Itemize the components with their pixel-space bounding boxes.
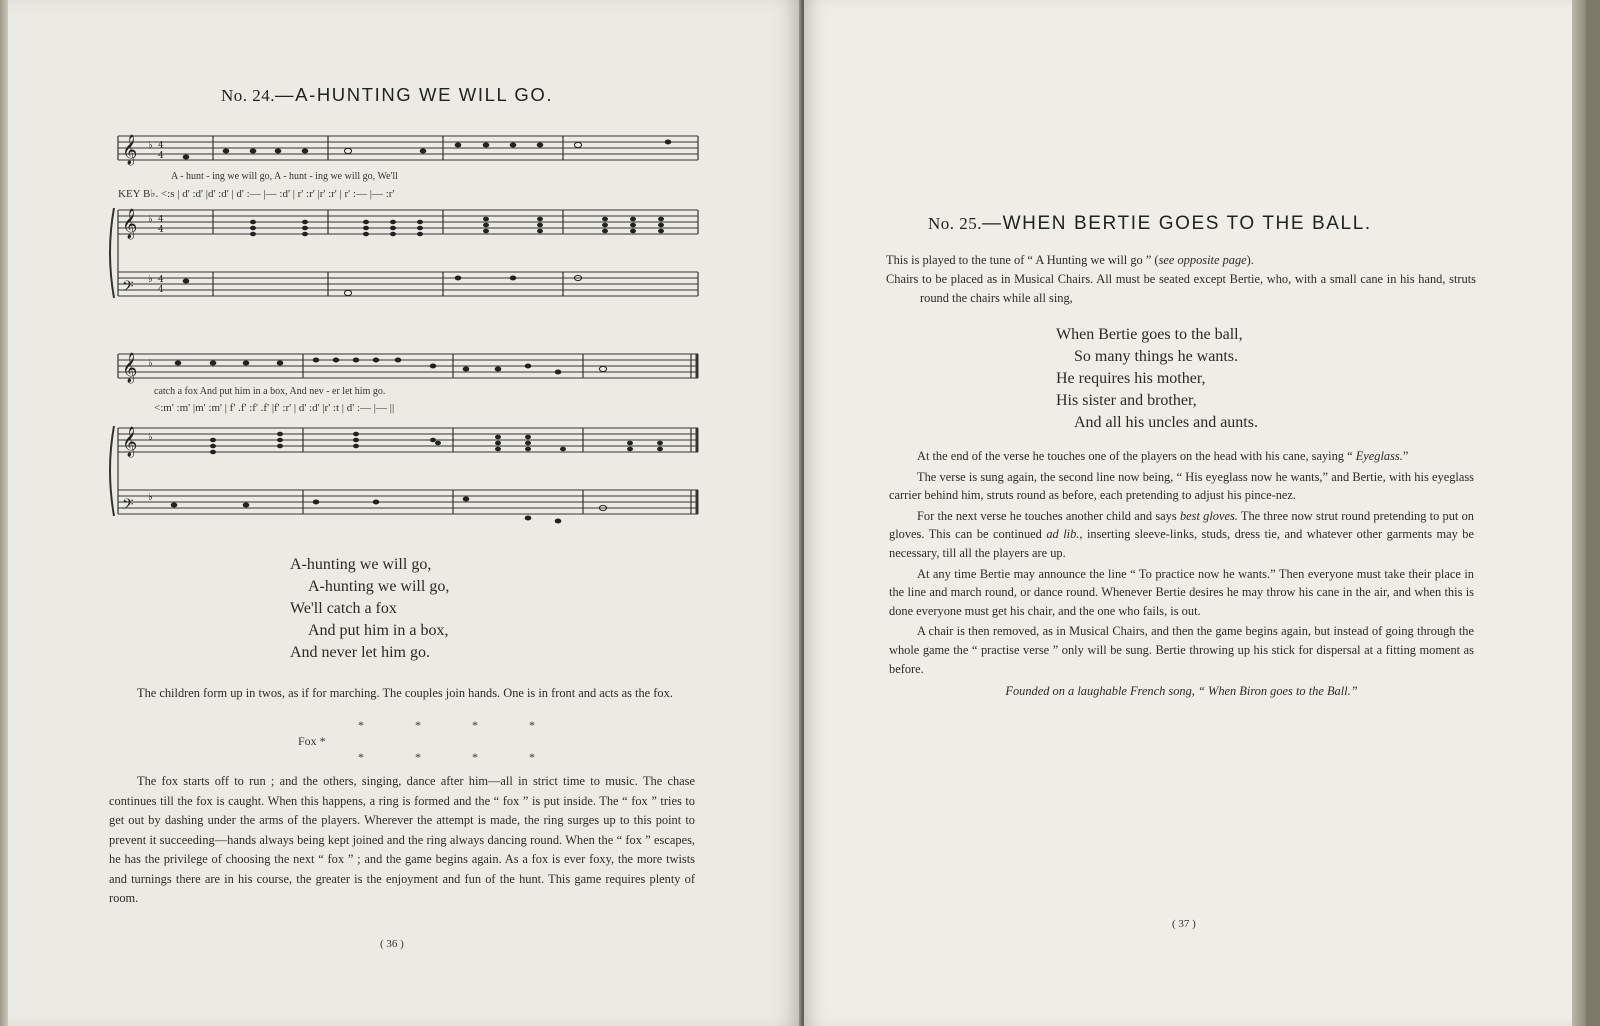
formation-row-top: * * * * bbox=[358, 718, 559, 732]
left-page bbox=[8, 0, 802, 1026]
instructions-para-1 bbox=[109, 684, 695, 702]
page-number-36: ( 36 ) bbox=[380, 938, 404, 950]
text-run: ” bbox=[1402, 449, 1409, 463]
text-run: The three now strut round pretending to put on gloves. This can be continued bbox=[889, 508, 1474, 542]
source-note: Founded on a laughable French song, “ When Biron goes to the Ball.” bbox=[1005, 684, 1358, 699]
song-verse-25 bbox=[1056, 324, 1258, 434]
verse-line: And put him in a box, bbox=[308, 622, 449, 639]
svg-text:4: 4 bbox=[158, 225, 164, 235]
paragraph bbox=[886, 251, 1476, 270]
text-run: For the next verse he touches another child and says bbox=[917, 508, 1180, 523]
emphasis: ad lib. bbox=[1046, 527, 1080, 542]
song-title-24 bbox=[221, 84, 553, 106]
paragraph: The children form up in twos, as if for marching. The couples join hands. One is in front and acts as the fox. bbox=[137, 686, 673, 700]
right-page bbox=[804, 0, 1586, 1026]
paragraph: The fox starts off to run ; and the others, singing, dance after him—all in strict time to music. The chase continues till the fox is caught. When this happens, a ring is formed and the “ fox ” is put inside. The “ fox ” tries to get out by dashing under the arms of the players. Wherever the attempt is made, the ring surges up to this point to prevent it succeeding—hands always being kept joined and the ring always dancing round. When the “ fox ” escapes, he has the privilege of choosing the next “ fox ” ; and the game begins again. As a fox is ever foxy, the more twists and turnings there are in his course, the greater is the enjoyment and fun of the hunt. This game requires plenty of room. bbox=[109, 774, 695, 905]
page-number-37: ( 37 ) bbox=[1172, 918, 1196, 930]
emphasis: see opposite page bbox=[1158, 253, 1247, 267]
svg-text:𝄞: 𝄞 bbox=[122, 209, 138, 239]
instructions-para-2 bbox=[109, 772, 695, 909]
verse-line: His sister and brother, bbox=[1056, 392, 1197, 409]
svg-text:♭: ♭ bbox=[148, 274, 153, 285]
svg-text:♭: ♭ bbox=[148, 214, 153, 225]
verse-line: He requires his mother, bbox=[1056, 370, 1206, 387]
svg-text:𝄢: 𝄢 bbox=[122, 496, 134, 517]
vocal-staff bbox=[118, 136, 698, 160]
solfa-line-1: KEY B♭. <:s | d' :d' |d' :d' | d' :— |— :d' | r' :r' |r' :r' | r' :— |— :r' bbox=[118, 188, 395, 200]
verse-line: So many things he wants. bbox=[1074, 348, 1238, 365]
svg-text:𝄞: 𝄞 bbox=[122, 353, 138, 383]
song-number: No. 24. bbox=[221, 86, 276, 105]
svg-text:♭: ♭ bbox=[148, 358, 153, 369]
svg-text:4: 4 bbox=[158, 151, 164, 161]
lyrics-line-1: A - hunt - ing we will go, A - hunt - ing we will go, We'll bbox=[171, 171, 398, 182]
text-run: , inserting sleeve-links, studs, dress tie, and whatever other garments may be necessary, till all the players are up. bbox=[889, 527, 1474, 560]
emphasis: best gloves. bbox=[1179, 508, 1238, 523]
music-system-2 bbox=[108, 348, 708, 528]
text-run: ). bbox=[1246, 253, 1254, 267]
formation-row-bottom: * * * * bbox=[358, 750, 559, 764]
verse-line: We'll catch a fox bbox=[290, 600, 397, 617]
song-verse-24 bbox=[290, 554, 449, 664]
paragraph: At any time Bertie may announce the line “ To practice now he wants.” Then everyone must take their place in the line and march round, or dance round. Whenever Bertie desires he may throw his cane in the air, and when this is done everyone must get his chair, and the one who fails, is out. bbox=[889, 566, 1474, 618]
emphasis: Eyeglass. bbox=[1355, 449, 1403, 463]
song-title-text: —A-HUNTING WE WILL GO. bbox=[275, 84, 554, 105]
solfa-line-2: <:m' :m' |m' :m' | f' .f' :f' .f' |f' :r' | d' :d' |r' :t | d' :— |— || bbox=[154, 402, 395, 414]
paragraph: Chairs to be placed as in Musical Chairs. All must be seated except Bertie, who, with a small cane in his hand, struts round the chairs while all sing, bbox=[886, 272, 1476, 305]
lyrics-line-2: catch a fox And put him in a box, And nev - er let him go. bbox=[154, 386, 386, 397]
svg-text:4: 4 bbox=[158, 285, 164, 295]
verse-line: And never let him go. bbox=[290, 644, 430, 661]
svg-text:4: 4 bbox=[158, 275, 164, 285]
verse-line: When Bertie goes to the ball, bbox=[1056, 326, 1243, 343]
book-right-edge bbox=[1572, 0, 1586, 1026]
verse-line: And all his uncles and aunts. bbox=[1074, 414, 1258, 431]
svg-text:♭: ♭ bbox=[148, 140, 153, 151]
paragraph: A chair is then removed, as in Musical Chairs, and then the game begins again, but instead of going through the whole game the “ practise verse ” only will be sung. Bertie throwing up his stick for dispersal at a fitting moment as before. bbox=[889, 624, 1474, 676]
song-number: No. 25. bbox=[928, 214, 983, 233]
music-system-1 bbox=[108, 130, 708, 310]
svg-text:𝄞: 𝄞 bbox=[122, 427, 138, 457]
fox-formation-diagram bbox=[298, 718, 559, 768]
svg-text:♭: ♭ bbox=[148, 432, 153, 443]
text-run: This is played to the tune of “ A Hunting we will go ” ( bbox=[886, 253, 1159, 267]
song-title-25 bbox=[928, 213, 1372, 235]
svg-text:♭: ♭ bbox=[148, 492, 153, 503]
game-instructions bbox=[889, 447, 1474, 701]
svg-text:4: 4 bbox=[158, 215, 164, 225]
svg-text:4: 4 bbox=[158, 141, 164, 151]
song-title-text: —WHEN BERTIE GOES TO THE BALL. bbox=[982, 213, 1372, 234]
fox-label: Fox * bbox=[298, 734, 326, 748]
intro-text bbox=[886, 251, 1476, 308]
text-run: At the end of the verse he touches one of the players on the head with his cane, saying “ bbox=[917, 449, 1356, 463]
svg-text:𝄞: 𝄞 bbox=[122, 135, 138, 165]
paragraph: The verse is sung again, the second line now being, “ His eyeglass now he wants,” and Bertie, with his eyeglass carrier behind him, struts round as before, each pretending to adjust his pince-nez. bbox=[889, 469, 1474, 503]
verse-line: A-hunting we will go, bbox=[290, 556, 432, 573]
svg-text:𝄢: 𝄢 bbox=[122, 278, 134, 299]
paragraph bbox=[889, 447, 1474, 466]
verse-line: A-hunting we will go, bbox=[308, 578, 450, 595]
paragraph bbox=[889, 507, 1474, 563]
